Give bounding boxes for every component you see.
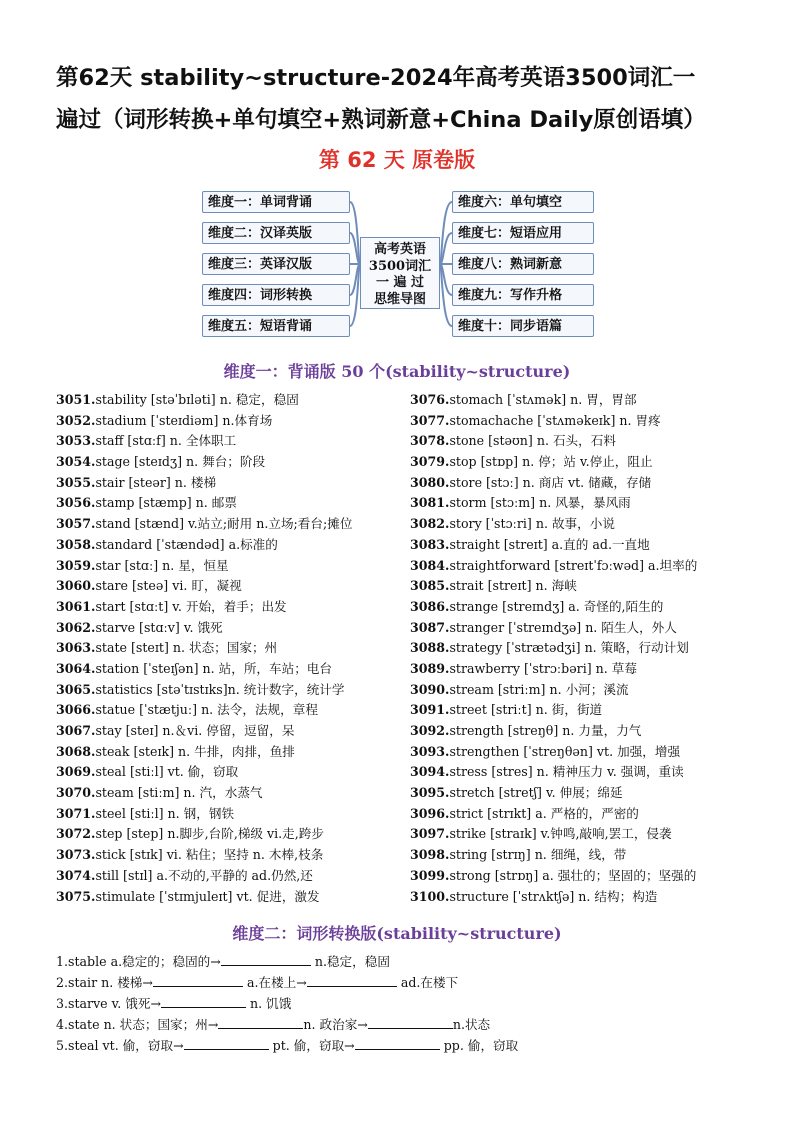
- vocab-column-left: [56, 390, 352, 907]
- vocab-text: steal [stiːl] vt. 偷，窃取: [95, 764, 239, 780]
- vocab-entry: [410, 597, 697, 618]
- vocab-entry: [410, 742, 697, 763]
- vocab-text: store [stɔː] n. 商店 vt. 储藏，存储: [449, 474, 652, 490]
- vocab-text: strict [strɪkt] a. 严格的，严密的: [449, 805, 639, 821]
- vocab-text: stay [steɪ] n.＆vi. 停留，逗留，呆: [95, 723, 295, 738]
- vocab-text: statue [ˈstætjuː] n. 法令，法规，章程: [95, 702, 318, 718]
- vocab-number: 3073.: [56, 847, 96, 863]
- vocab-text: stand [stænd] v.站立;耐用 n.立场;看台;摊位: [95, 516, 353, 532]
- vocab-text: steel [stiːl] n. 钢，钢铁: [95, 805, 235, 821]
- vocab-entry: [410, 411, 697, 432]
- answer-blank[interactable]: [184, 1037, 269, 1050]
- mind-map-node-right-1: 维度六：单句填空: [452, 191, 594, 213]
- vocab-entry: [410, 535, 697, 556]
- vocab-entry: [410, 721, 697, 742]
- vocab-number: 3058.: [56, 536, 96, 552]
- vocab-number: 3086.: [410, 598, 450, 614]
- mind-map-node-left-5: 维度五：短语背诵: [202, 315, 350, 337]
- vocab-entry: [410, 576, 697, 597]
- vocab-text: storm [stɔːm] n. 风暴，暴风雨: [449, 495, 631, 511]
- section2-heading: 维度二：词形转换版(stability~structure): [232, 924, 562, 943]
- vocab-number: 3088.: [410, 640, 450, 656]
- exercise-text: 5.steal vt. 偷，窃取→: [56, 1038, 184, 1053]
- vocab-number: 3081.: [410, 495, 450, 511]
- exercise-text: pt. 偷，窃取→: [268, 1038, 355, 1053]
- vocab-entry: [56, 535, 352, 556]
- exercise-text: n.状态: [452, 1017, 491, 1032]
- vocab-entry: [56, 390, 352, 411]
- answer-blank[interactable]: [221, 953, 311, 966]
- vocab-entry: [56, 618, 352, 639]
- mind-map-node-right-3: 维度八：熟词新意: [452, 253, 594, 275]
- document-title-line2: 遍过（词形转换+单句填空+熟词新意+China Daily原创语填）: [56, 107, 706, 133]
- vocab-entry: [410, 514, 697, 535]
- vocab-text: strange [streɪndʒ] a. 奇怪的,陌生的: [449, 598, 664, 614]
- vocab-text: stadium [ˈsteɪdiəm] n.体育场: [95, 412, 273, 428]
- exercise-line: [56, 1036, 518, 1057]
- vocab-entry: [410, 556, 697, 577]
- exercise-text: 4.state n. 状态；国家；州→: [56, 1017, 219, 1032]
- exercise-line: [56, 952, 390, 973]
- vocab-text: street [striːt] n. 街，街道: [449, 702, 603, 718]
- vocab-number: 3067.: [56, 723, 96, 738]
- vocab-number: 3071.: [56, 805, 96, 821]
- answer-blank[interactable]: [153, 974, 243, 987]
- vocab-text: start [stɑːt] v. 开始，着手；出发: [95, 598, 287, 614]
- vocab-entry: [56, 638, 352, 659]
- vocab-entry: [410, 452, 697, 473]
- answer-blank[interactable]: [368, 1016, 453, 1029]
- vocab-text: stop [stɒp] n. 停；站 v.停止，阻止: [449, 454, 653, 470]
- vocab-text: stage [steɪdʒ] n. 舞台；阶段: [95, 454, 266, 470]
- vocab-entry: [56, 762, 352, 783]
- vocab-entry: [410, 845, 697, 866]
- vocab-number: 3080.: [410, 474, 450, 490]
- vocab-number: 3083.: [410, 536, 450, 552]
- vocab-number: 3075.: [56, 888, 96, 904]
- vocab-entry: [56, 556, 352, 577]
- vocab-text: stress [stres] n. 精神压力 v. 强调，重读: [449, 764, 684, 780]
- vocab-number: 3100.: [410, 888, 450, 904]
- vocab-number: 3054.: [56, 454, 96, 470]
- vocab-text: straightforward [streɪtˈfɔːwəd] a.坦率的: [449, 557, 698, 573]
- vocab-entry: [410, 866, 697, 887]
- vocab-entry: [410, 804, 697, 825]
- exercise-text: 1.stable a.稳定的；稳固的→: [56, 954, 221, 969]
- vocab-text: stomachache [ˈstʌməkeɪk] n. 胃疼: [449, 412, 661, 428]
- vocab-entry: [56, 431, 352, 452]
- exercise-line: [56, 994, 291, 1015]
- vocab-entry: [410, 680, 697, 701]
- vocab-entry: [56, 514, 352, 535]
- vocab-text: strategy [ˈstrætədʒi] n. 策略，行动计划: [449, 640, 689, 656]
- vocab-number: 3076.: [410, 392, 450, 407]
- vocab-number: 3072.: [56, 826, 96, 842]
- vocab-entry: [56, 700, 352, 721]
- vocab-number: 3093.: [410, 743, 450, 759]
- vocab-text: stick [stɪk] vi. 粘住；坚持 n. 木棒,枝条: [95, 847, 324, 863]
- vocab-entry: [56, 742, 352, 763]
- vocab-text: structure [ˈstrʌktʃə] n. 结构；构造: [449, 888, 658, 904]
- mind-map-node-left-1: 维度一：单词背诵: [202, 191, 350, 213]
- exercise-line: [56, 973, 458, 994]
- vocab-text: stone [stəʊn] n. 石头，石料: [449, 433, 616, 449]
- vocab-number: 3077.: [410, 412, 450, 428]
- vocab-number: 3057.: [56, 516, 96, 532]
- vocab-number: 3059.: [56, 557, 96, 573]
- vocab-entry: [56, 721, 352, 742]
- vocab-text: steam [stiːm] n. 汽，水蒸气: [95, 785, 263, 801]
- vocab-text: still [stɪl] a.不动的,平静的 ad.仍然,还: [95, 867, 313, 883]
- vocab-entry: [56, 804, 352, 825]
- vocab-entry: [410, 659, 697, 680]
- vocab-text: straight [streɪt] a.直的 ad.一直地: [449, 536, 650, 552]
- vocab-text: stream [striːm] n. 小河；溪流: [449, 681, 629, 697]
- vocab-entry: [56, 783, 352, 804]
- vocab-text: story [ˈstɔːri] n. 故事，小说: [449, 516, 615, 532]
- vocab-entry: [56, 493, 352, 514]
- section1-heading: 维度一：背诵版 50 个(stability~structure): [223, 362, 571, 381]
- vocab-entry: [56, 887, 352, 908]
- vocab-column-right: [410, 390, 697, 907]
- vocab-entry: [410, 431, 697, 452]
- vocab-number: 3084.: [410, 557, 450, 573]
- vocab-text: steak [steɪk] n. 牛排，肉排，鱼排: [95, 743, 295, 759]
- vocab-number: 3079.: [410, 454, 450, 470]
- vocab-text: stimulate [ˈstɪmjuleɪt] vt. 促进，激发: [95, 888, 320, 904]
- mind-map-node-left-2: 维度二：汉译英版: [202, 222, 350, 244]
- vocab-entry: [410, 783, 697, 804]
- vocab-text: step [step] n.脚步,台阶,梯级 vi.走,跨步: [95, 826, 324, 842]
- vocab-text: stability [stəˈbɪləti] n. 稳定，稳固: [95, 392, 299, 407]
- vocab-number: 3062.: [56, 619, 96, 635]
- answer-blank[interactable]: [218, 1016, 303, 1029]
- vocab-number: 3096.: [410, 805, 450, 821]
- vocab-number: 3068.: [56, 743, 96, 759]
- vocab-number: 3092.: [410, 723, 450, 738]
- exercise-text: pp. 偷，窃取: [439, 1038, 519, 1053]
- mind-map-node-right-2: 维度七：短语应用: [452, 222, 594, 244]
- mind-map-node-left-4: 维度四：词形转换: [202, 284, 350, 306]
- vocab-number: 3061.: [56, 598, 96, 614]
- mind-map-node-left-3: 维度三：英译汉版: [202, 253, 350, 275]
- vocab-number: 3074.: [56, 867, 96, 883]
- vocab-number: 3064.: [56, 660, 96, 676]
- exercise-text: 2.stair n. 楼梯→: [56, 975, 153, 990]
- vocab-text: stretch [stretʃ] v. 伸展；绵延: [449, 785, 623, 801]
- vocab-text: strong [strɒŋ] a. 强壮的；坚固的；坚强的: [449, 867, 697, 883]
- answer-blank[interactable]: [161, 995, 246, 1008]
- exercise-text: n. 政治家→: [303, 1017, 368, 1032]
- vocab-number: 3097.: [410, 826, 450, 842]
- exercise-text: n. 饥饿: [246, 996, 292, 1011]
- mind-map-center-line: 高考英语: [373, 242, 426, 257]
- vocab-entry: [56, 576, 352, 597]
- answer-blank[interactable]: [307, 974, 397, 987]
- vocab-text: strait [streɪt] n. 海峡: [449, 578, 577, 594]
- vocab-text: string [strɪŋ] n. 细绳，线，带: [449, 847, 627, 863]
- vocab-number: 3098.: [410, 847, 450, 863]
- vocab-entry: [56, 411, 352, 432]
- vocab-number: 3069.: [56, 764, 96, 780]
- vocab-text: strike [straɪk] v.钟鸣,敲响,罢工，侵袭: [449, 826, 672, 842]
- vocab-number: 3087.: [410, 619, 450, 635]
- vocab-entry: [56, 824, 352, 845]
- vocab-text: strawberry [ˈstrɔːbəri] n. 草莓: [449, 660, 637, 676]
- exercise-text: a.在楼上→: [242, 975, 307, 990]
- vocab-entry: [410, 762, 697, 783]
- vocab-entry: [410, 824, 697, 845]
- vocab-text: starve [stɑːv] v. 饿死: [95, 619, 223, 635]
- vocab-entry: [56, 452, 352, 473]
- vocab-entry: [410, 700, 697, 721]
- vocab-number: 3065.: [56, 681, 96, 697]
- vocab-text: strengthen [ˈstreŋθən] vt. 加强，增强: [449, 743, 681, 759]
- vocab-number: 3053.: [56, 433, 96, 449]
- document-subtitle: 第 62 天 原卷版: [318, 148, 476, 172]
- vocab-entry: [410, 887, 697, 908]
- exercise-text: 3.starve v. 饿死→: [56, 996, 162, 1011]
- vocab-number: 3091.: [410, 702, 450, 718]
- vocab-text: standard [ˈstændəd] a.标准的: [95, 536, 278, 552]
- vocab-number: 3085.: [410, 578, 450, 594]
- vocab-text: star [stɑː] n. 星，恒星: [95, 557, 229, 573]
- vocab-text: stair [steər] n. 楼梯: [95, 474, 217, 490]
- vocab-entry: [410, 390, 697, 411]
- vocab-entry: [410, 473, 697, 494]
- vocab-number: 3060.: [56, 578, 96, 594]
- vocab-number: 3055.: [56, 474, 96, 490]
- vocab-number: 3066.: [56, 702, 96, 718]
- vocab-text: station [ˈsteɪʃən] n. 站，所，车站；电台: [95, 660, 332, 676]
- vocab-number: 3090.: [410, 681, 450, 697]
- vocab-number: 3051.: [56, 392, 96, 407]
- mind-map: [202, 189, 597, 339]
- vocab-entry: [56, 680, 352, 701]
- mind-map-center-line: 一 遍 过: [375, 275, 425, 290]
- vocab-entry: [410, 493, 697, 514]
- exercise-line: [56, 1015, 490, 1036]
- vocab-number: 3082.: [410, 516, 450, 532]
- vocab-number: 3052.: [56, 412, 96, 428]
- mind-map-node-right-5: 维度十：同步语篇: [452, 315, 594, 337]
- vocab-text: stamp [stæmp] n. 邮票: [95, 495, 237, 511]
- document-title-line1: 第62天 stability~structure-2024年高考英语3500词汇一: [56, 65, 696, 91]
- vocab-entry: [56, 845, 352, 866]
- vocab-entry: [410, 638, 697, 659]
- vocab-number: 3063.: [56, 640, 96, 656]
- answer-blank[interactable]: [355, 1037, 440, 1050]
- vocab-number: 3095.: [410, 785, 450, 801]
- vocab-text: strength [streŋθ] n. 力量，力气: [449, 723, 642, 738]
- vocab-entry: [56, 473, 352, 494]
- vocab-number: 3056.: [56, 495, 96, 511]
- vocab-number: 3099.: [410, 867, 450, 883]
- mind-map-center-line: 3500词汇: [368, 258, 432, 274]
- exercise-text: n.稳定，稳固: [310, 954, 390, 969]
- mind-map-center: [360, 237, 440, 309]
- vocab-number: 3078.: [410, 433, 450, 449]
- mind-map-center-line: 思维导图: [373, 291, 426, 307]
- vocab-text: stranger [ˈstreɪndʒə] n. 陌生人，外人: [449, 619, 677, 635]
- vocab-number: 3094.: [410, 764, 450, 780]
- exercise-text: ad.在楼下: [396, 975, 459, 990]
- vocab-number: 3070.: [56, 785, 96, 801]
- vocab-entry: [410, 618, 697, 639]
- vocab-number: 3089.: [410, 660, 450, 676]
- vocab-entry: [56, 659, 352, 680]
- vocab-text: stomach [ˈstʌmək] n. 胃，胃部: [449, 392, 637, 407]
- mind-map-node-right-4: 维度九：写作升格: [452, 284, 594, 306]
- vocab-text: staff [stɑːf] n. 全体职工: [95, 433, 237, 449]
- vocab-entry: [56, 597, 352, 618]
- vocab-entry: [56, 866, 352, 887]
- vocab-text: statistics [stəˈtɪstɪks]n. 统计数字，统计学: [95, 681, 345, 697]
- vocab-text: stare [steə] vi. 盯，凝视: [95, 578, 242, 594]
- vocab-text: state [steɪt] n. 状态；国家；州: [95, 640, 278, 656]
